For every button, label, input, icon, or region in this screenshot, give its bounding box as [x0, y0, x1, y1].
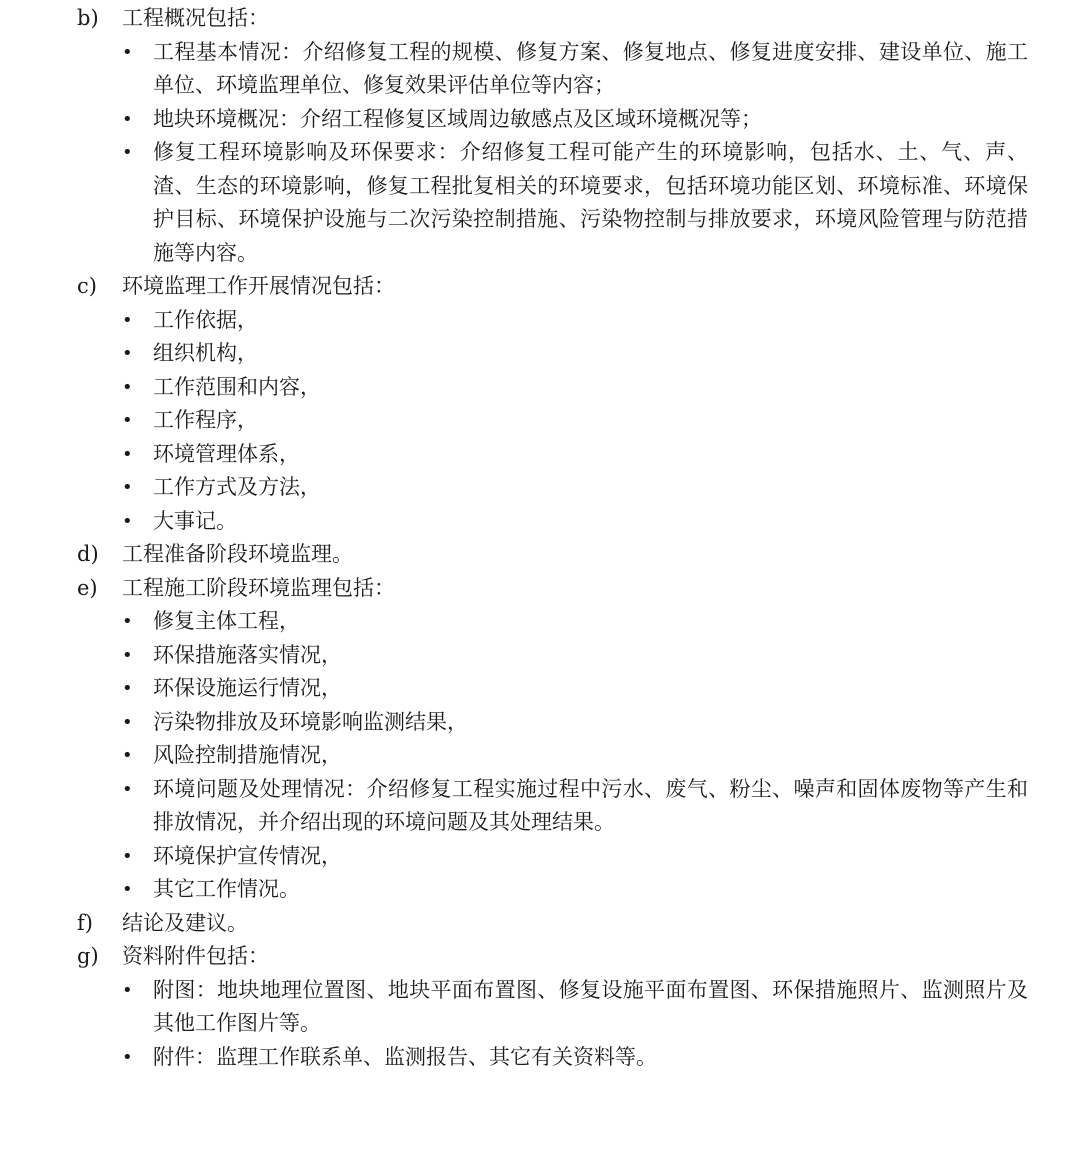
section-label: b) [77, 6, 99, 30]
list-item [122, 304, 1028, 338]
section-e [0, 572, 1067, 907]
bullet-icon: • [122, 979, 133, 1001]
section-label: g) [77, 944, 99, 968]
list-item-text: 环保设施运行情况， [153, 676, 342, 700]
section-label: f) [77, 910, 93, 935]
section-label: d) [77, 542, 99, 566]
bullet-icon: • [122, 477, 133, 498]
document-body [0, 2, 1067, 1074]
list-item-text: 风险控制措施情况， [153, 743, 342, 767]
bullet-icon: • [122, 711, 133, 733]
list-item [122, 337, 1028, 371]
bullet-icon: • [122, 845, 133, 867]
list-item-text: 附件：监理工作联系单、监测报告、其它有关资料等。 [153, 1044, 657, 1069]
list-item-text: 工程基本情况：介绍修复工程的规模、修复方案、修复地点、修复进度安排、建设单位、施工单位、环境监理单位、修复效果评估单位等内容； [153, 39, 1028, 97]
bullet-icon: • [122, 443, 133, 465]
list-item-text: 工作依据， [153, 307, 258, 332]
list-item-text: 其它工作情况。 [153, 877, 300, 901]
bullet-icon: • [122, 343, 133, 364]
bullet-icon: • [122, 778, 133, 800]
bullet-icon: • [122, 510, 133, 532]
list-item [122, 471, 1028, 505]
section-title: 结论及建议。 [122, 910, 248, 935]
list-item [122, 404, 1028, 438]
list-item-text: 大事记。 [153, 508, 237, 533]
list-item [122, 840, 1028, 874]
list-item-text: 附图：地块地理位置图、地块平面布置图、修复设施平面布置图、环保措施照片、监测照片及其他工作图片等。 [153, 977, 1028, 1035]
section-title: 工程施工阶段环境监理包括： [122, 575, 395, 600]
bullet-icon: • [122, 678, 133, 699]
section-d [0, 538, 1067, 572]
list-item-text: 环保措施落实情况， [153, 642, 342, 667]
list-item-text: 工作范围和内容， [153, 374, 321, 399]
section-b [0, 2, 1067, 270]
bullet-icon: • [122, 1046, 133, 1068]
bullet-icon: • [122, 376, 133, 398]
section-title: 工程概况包括： [122, 6, 269, 30]
bullet-icon: • [122, 410, 133, 431]
list-item [122, 1041, 1028, 1075]
bullet-list [122, 304, 1067, 539]
list-item [122, 739, 1028, 773]
list-item [122, 639, 1028, 673]
section-c [0, 270, 1067, 538]
list-item-text: 修复工程环境影响及环保要求：介绍修复工程可能产生的环境影响，包括水、土、气、声、渣、生态的环境影响，修复工程批复相关的环境要求，包括环境功能区划、环境标准、环境保护目标、环境保护设施与二次污染控制措施、污染物控制与排放要求，环境风险管理与防范措施等内容。 [153, 140, 1028, 265]
list-item-text: 修复主体工程， [153, 609, 300, 633]
section-label: e) [77, 575, 98, 600]
list-item [122, 773, 1028, 840]
list-item-text: 污染物排放及环境影响监测结果， [153, 709, 468, 734]
list-item [122, 36, 1028, 103]
list-item [122, 103, 1028, 137]
list-item [122, 371, 1028, 405]
section-title: 环境监理工作开展情况包括： [122, 274, 395, 298]
list-item-text: 环境问题及处理情况：介绍修复工程实施过程中污水、废气、粉尘、噪声和固体废物等产生和排放情况，并介绍出现的环境问题及其处理结果。 [153, 776, 1028, 834]
bullet-icon: • [122, 41, 133, 63]
section-title: 工程准备阶段环境监理。 [122, 542, 353, 566]
list-item [122, 974, 1028, 1041]
bullet-list [122, 36, 1067, 271]
bullet-icon: • [122, 644, 133, 666]
list-item [122, 706, 1028, 740]
list-item-text: 工作程序， [153, 408, 258, 432]
section-title: 资料附件包括： [122, 944, 269, 968]
bullet-list [122, 974, 1067, 1075]
list-item [122, 136, 1028, 270]
list-item [122, 605, 1028, 639]
bullet-icon: • [122, 879, 133, 900]
section-g [0, 940, 1067, 1074]
list-item-text: 环境管理体系， [153, 441, 300, 466]
bullet-icon: • [122, 745, 133, 766]
list-item [122, 672, 1028, 706]
list-item [122, 438, 1028, 472]
list-item-text: 地块环境概况：介绍工程修复区域周边敏感点及区域环境概况等； [153, 106, 762, 131]
bullet-icon: • [122, 309, 133, 331]
bullet-icon: • [122, 611, 133, 632]
list-item-text: 组织机构， [153, 341, 258, 365]
bullet-icon: • [122, 108, 133, 130]
list-item-text: 环境保护宣传情况， [153, 843, 342, 868]
list-item [122, 505, 1028, 539]
bullet-list [122, 605, 1067, 907]
list-item-text: 工作方式及方法， [153, 475, 321, 499]
section-f [0, 907, 1067, 941]
bullet-icon: • [122, 142, 133, 163]
section-label: c) [77, 274, 97, 298]
list-item [122, 873, 1028, 907]
